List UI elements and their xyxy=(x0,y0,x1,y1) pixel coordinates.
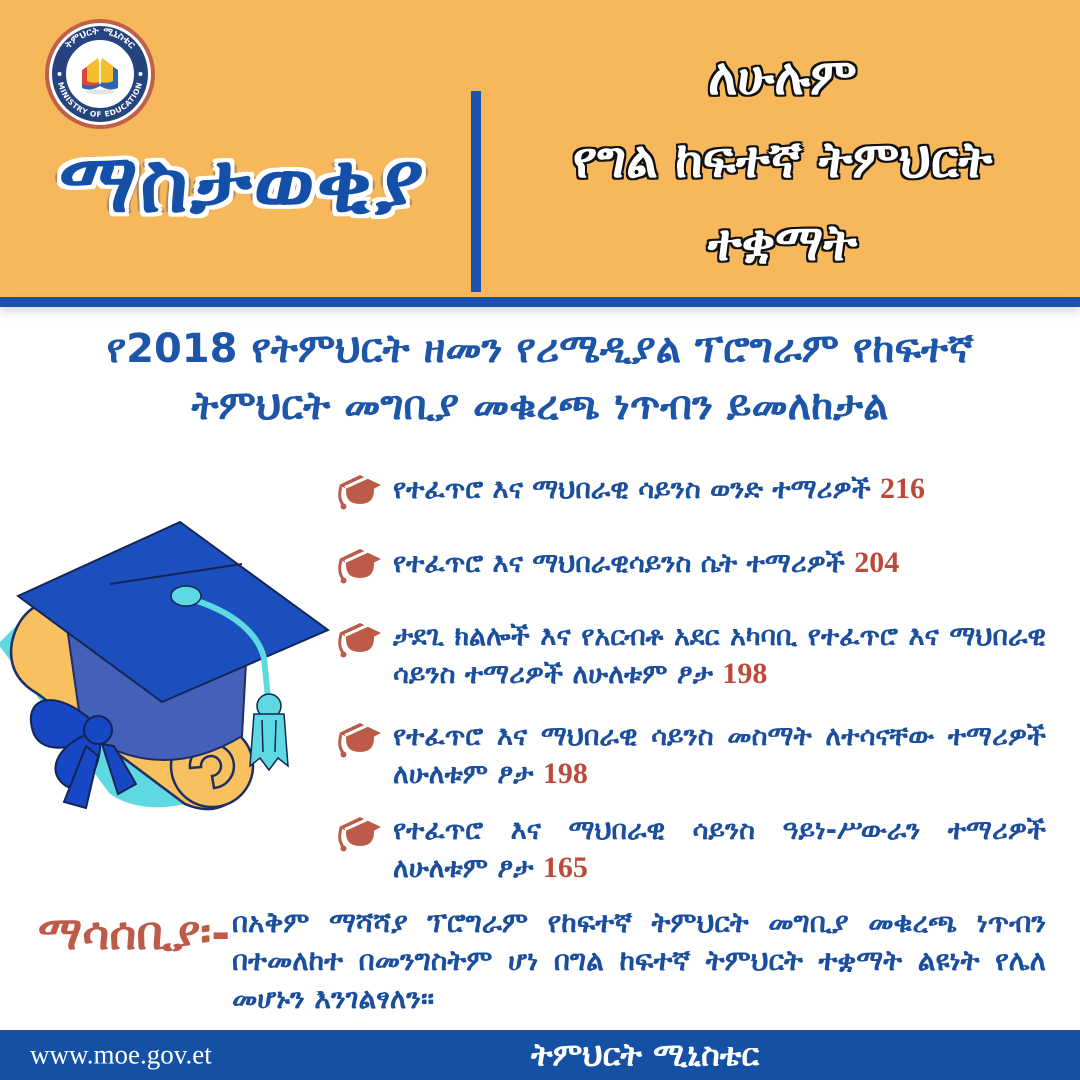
item-text: የተፈጥሮ እና ማህበራዊ ሳይንስ ወንድ ተማሪዎች xyxy=(393,474,871,505)
grad-cap-bullet-icon xyxy=(336,814,384,854)
logo-ring-bottom-text: MINISTRY OF EDUCATION xyxy=(55,80,145,120)
item-text: የተፈጥሮ እና ማህበራዊ ሳይንስ ዓይነ-ሥውራን ተማሪዎች ለሁለቱም ፆታ xyxy=(393,815,1046,884)
list-item xyxy=(336,544,1046,586)
audience-line-2: የግል ከፍተኛ ትምህርት xyxy=(572,131,993,189)
item-value: 198 xyxy=(542,757,588,790)
item-text: የተፈጥሮ እና ማህበራዊ ሳይንስ መስማት ለተሳናቸው ተማሪዎች ለሁለቱም ፆታ xyxy=(393,721,1046,790)
item-value: 198 xyxy=(722,657,768,690)
audience-line-1: ለሁሉም xyxy=(708,48,857,106)
note-label: ማሳሰቢያ፡- xyxy=(38,906,231,960)
header-separator-bar xyxy=(0,297,1080,307)
cutoff-list xyxy=(336,470,1046,887)
moe-logo-icon xyxy=(44,18,156,130)
item-value: 216 xyxy=(880,472,926,505)
audience-line-3: ተቋማት xyxy=(707,214,858,272)
item-value: 165 xyxy=(542,851,588,884)
footer-website-link[interactable]: www.moe.gov.et xyxy=(30,1039,212,1070)
footer xyxy=(0,1030,1080,1080)
grad-cap-bullet-icon xyxy=(336,620,384,660)
grad-cap-bullet-icon xyxy=(336,546,384,586)
graduation-cap-diploma-icon xyxy=(0,494,342,839)
audience-block xyxy=(495,36,1070,285)
page-title: ማስታወቂያ xyxy=(59,136,426,231)
moe-logo xyxy=(44,18,156,130)
list-item xyxy=(336,812,1046,887)
grad-cap-bullet-icon xyxy=(336,472,384,512)
item-value: 204 xyxy=(854,546,900,579)
main-heading-line-2: ትምህርት መግቢያ መቁረጫ ነጥብን ይመለከታል xyxy=(191,383,889,429)
main-heading xyxy=(40,321,1040,435)
item-text: የተፈጥሮ እና ማህበራዊሳይንስ ሴት ተማሪዎች xyxy=(393,548,845,579)
header xyxy=(0,0,1080,297)
list-item xyxy=(336,718,1046,793)
footer-org-name: ትምህርት ሚኒስቴር xyxy=(530,1035,760,1074)
list-item xyxy=(336,470,1046,512)
grad-cap-bullet-icon xyxy=(336,720,384,760)
main-heading-line-1: የ2018 የትምህርት ዘመን የሪሜዲያል ፕሮግራም የከፍተኛ xyxy=(106,326,974,372)
item-text: ታደጊ ክልሎች እና የአርብቶ አደር አካባቢ የተፈጥሮ እና ማህበራዊ ሳይንስ ተማሪዎች ለሁለቱም ፆታ xyxy=(393,621,1046,690)
graduation-illustration xyxy=(0,494,342,839)
logo-ring-top-text: ትምህርት ሚኒስቴር xyxy=(62,25,138,51)
header-divider xyxy=(471,91,481,292)
note-text: በአቅም ማሻሻያ ፕሮግራም የከፍተኛ ትምህርት መግቢያ መቁረጫ ነጥብን በተመለከተ በመንግስትም ሆነ በግል ከፍተኛ ትምህርት ተቋማት ልዩነት የሌለ መሆኑን እንገልፃለን። xyxy=(232,906,1046,1015)
list-item xyxy=(336,618,1046,693)
